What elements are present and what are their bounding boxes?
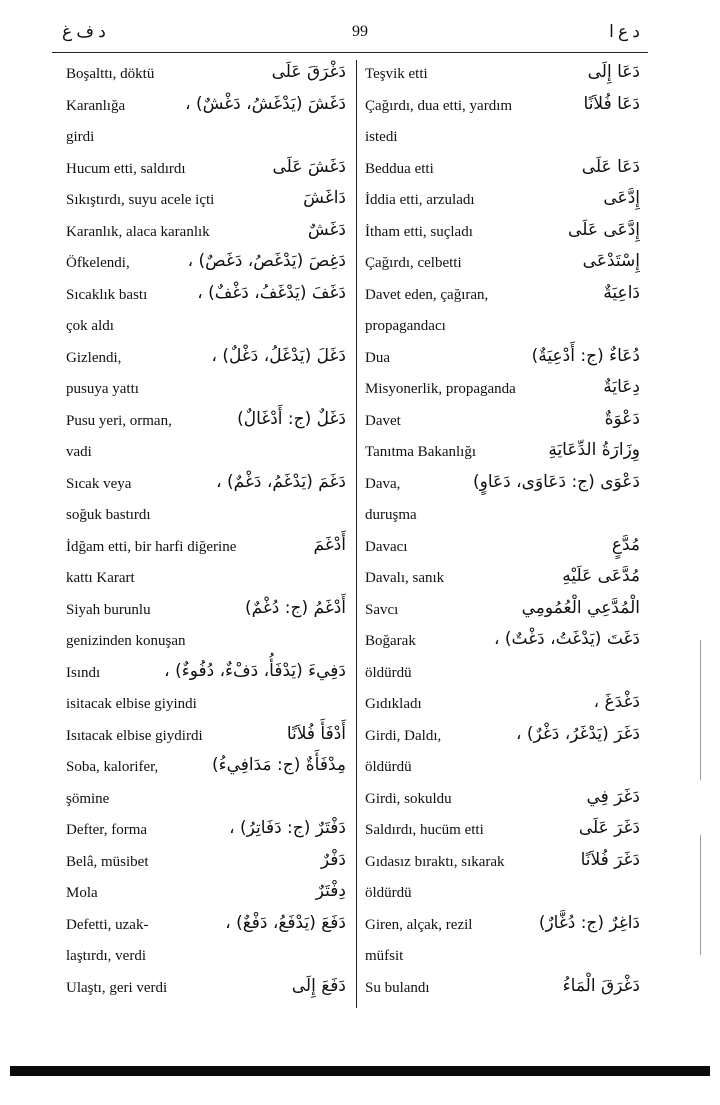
turkish-meaning: Belâ, müsibet [66,853,149,870]
turkish-meaning: Gıdasız bıraktı, sıkarak [365,853,505,870]
turkish-meaning: Hucum etti, saldırdı [66,160,186,177]
dictionary-entry [66,279,346,311]
dictionary-entry [66,594,346,626]
turkish-meaning: Sıcaklık bastı [66,286,148,303]
turkish-meaning: Beddua etti [365,160,434,177]
turkish-meaning: Tanıtma Bakanlığı [365,444,477,460]
turkish-meaning: İddia etti, arzuladı [365,192,475,208]
arabic-headword: مُدَّعَى عَلَيْهِ [562,566,640,586]
dictionary-entry [365,153,640,185]
arabic-headword: دَغَتَ (يَدْغَتُ، دَغْتٌ) ، [494,629,640,649]
dictionary-entry [66,468,346,500]
arabic-headword: دَفَعَ (يَدْفَعُ، دَفْعٌ) ، [225,912,346,933]
turkish-meaning: Siyah burunlu [66,601,151,618]
turkish-meaning: Teşvik etti [365,66,428,82]
dictionary-entry [66,499,346,531]
arabic-headword: دَغَرَ (يَدْغَرُ، دَغْرٌ) ، [515,723,640,744]
dictionary-entry [365,184,640,216]
dictionary-entry [66,562,346,594]
turkish-meaning: Davet eden, çağıran, [365,286,489,303]
turkish-meaning: öldürdü [365,759,412,775]
dictionary-entry [365,216,640,248]
turkish-meaning: propagandacı [365,318,446,334]
arabic-headword: دَعْوَةٌ [604,408,640,429]
arabic-headword: مِدْفَأَةٌ (ج: مَدَافِيءُ) [211,755,346,775]
turkish-meaning: Defter, forma [66,822,148,838]
arabic-headword: الْمُدَّعِي الْعُمُومِي [521,597,640,618]
arabic-headword: دَغْرَقَ عَلَى [271,62,346,82]
arabic-headword: دَغَلٌ (ج: أَدْغَالٌ) [237,408,346,429]
arabic-headword: دَغَشَ عَلَى [272,156,346,177]
dictionary-entry [365,814,640,846]
turkish-meaning: Dua [365,349,390,366]
turkish-meaning: girdi [66,129,95,145]
arabic-headword: دَغَرَ عَلَى [578,818,640,838]
dictionary-entry [365,310,640,342]
dictionary-entry [66,783,346,815]
arabic-headword: دَفَعَ إِلَى [291,975,346,996]
arabic-headword: دَغْرَقَ الْمَاءُ [562,975,640,996]
dictionary-entry [365,405,640,437]
arabic-headword: دَعَا عَلَى [581,156,640,177]
turkish-meaning: Defetti, uzak- [66,916,149,933]
dictionary-entry [365,279,640,311]
arabic-headword: دَغَفَ (يَدْغَفُ، دَغْفٌ) ، [197,282,346,303]
arabic-headword: دَعَا فُلاَنًا [583,93,640,114]
dictionary-entry [66,310,346,342]
dictionary-entry [66,531,346,563]
arabic-headword: أَدْغَمَ [313,534,346,555]
arabic-headword: وِزَارَةُ الدِّعَايَةِ [548,440,640,460]
turkish-meaning: İdğam etti, bir harfi diğerine [66,538,237,555]
dictionary-entry [365,468,640,500]
column-divider [356,60,357,1008]
arabic-headword: دَغَشَ (يَدْغَشُ، دَغْشٌ) ، [185,93,346,114]
dictionary-entry [365,373,640,405]
turkish-meaning: Ulaştı, geri verdi [66,979,168,996]
dictionary-entry [365,940,640,972]
turkish-meaning: laştırdı, verdi [66,948,146,964]
bottom-bar [10,1066,710,1076]
dictionary-entry [66,247,346,279]
arabic-headword: دَفِيءَ (يَدْفَأُ، دَفْءٌ، دُفُوءٌ) ، [164,660,346,681]
dictionary-entry [365,594,640,626]
dictionary-entry [365,625,640,657]
turkish-meaning: Isındı [66,664,101,681]
dictionary-entry [66,405,346,437]
dictionary-entry [66,940,346,972]
turkish-meaning: isitacak elbise giyindi [66,696,197,712]
turkish-meaning: kattı Karart [66,570,135,586]
arabic-headword: أَدْغَمُ (ج: دُغْمٌ) [244,597,346,618]
turkish-meaning: pusuya yattı [66,381,139,397]
turkish-meaning: Pusu yeri, orman, [66,412,172,429]
turkish-meaning: duruşma [365,507,417,523]
dictionary-entry [365,688,640,720]
arabic-headword: دَاعِيَةٌ [603,282,640,303]
turkish-meaning: genizinden konuşan [66,633,186,649]
arabic-headword: دَاغَشَ [303,188,346,208]
dictionary-entry [66,657,346,689]
turkish-meaning: Sıkıştırdı, suyu acele içti [66,192,215,208]
arabic-headword: دِفْتَرٌ [315,881,346,901]
dictionary-entry [365,436,640,468]
turkish-meaning: Öfkelendi, [66,255,130,271]
dictionary-entry [66,342,346,374]
turkish-meaning: Çağırdı, dua etti, yardım [365,97,513,114]
arabic-headword: دَغَرَ فُلاَنًا [580,849,640,870]
arabic-headword: دَغِصَ (يَدْغَصُ، دَغَصٌ) ، [187,251,346,271]
dictionary-entry [365,342,640,374]
turkish-meaning: Sıcak veya [66,475,132,492]
arabic-headword: إِدَّعَى [603,188,640,208]
dictionary-entry [66,121,346,153]
turkish-meaning: soğuk bastırdı [66,507,151,523]
dictionary-entry [365,121,640,153]
turkish-meaning: Su bulandı [365,979,430,996]
header-rule [52,52,648,53]
dictionary-entry [66,58,346,90]
dictionary-entry [66,751,346,783]
turkish-meaning: Boşalttı, döktü [66,66,155,82]
turkish-meaning: Davacı [365,538,408,555]
turkish-meaning: Gizlendi, [66,349,122,366]
turkish-meaning: Gıdıkladı [365,696,422,712]
dictionary-entry [66,972,346,1004]
dictionary-entry [66,877,346,909]
arabic-headword: أَدْفَأَ فُلاَنًا [286,723,346,744]
turkish-meaning: Isıtacak elbise giydirdi [66,727,203,744]
turkish-meaning: öldürdü [365,885,412,901]
dictionary-entry [66,90,346,122]
dictionary-entry [365,909,640,941]
arabic-headword: دُعَاءٌ (ج: أَدْعِيَةٌ) [531,345,640,366]
dictionary-entry [365,846,640,878]
dictionary-entry [365,531,640,563]
dictionary-entry [66,184,346,216]
turkish-meaning: Savcı [365,601,399,618]
dictionary-entry [365,562,640,594]
turkish-meaning: Karanlık, alaca karanlık [66,223,210,240]
arabic-headword: دَعْوَى (ج: دَعَاوَى، دَعَاوٍ) [473,471,640,492]
arabic-headword: دَاغِرٌ (ج: دُغَّارٌ) [538,912,640,933]
dictionary-entry [365,720,640,752]
dictionary-entry [66,720,346,752]
dictionary-entry [365,972,640,1004]
turkish-meaning: Girdi, Daldı, [365,727,442,744]
dictionary-entry [365,499,640,531]
turkish-meaning: Mola [66,885,98,901]
page-number: 99 [352,23,368,40]
turkish-meaning: öldürdü [365,664,412,681]
margin-mark [700,835,701,955]
arabic-headword: دَغَشٌ [307,219,346,240]
turkish-meaning: Çağırdı, celbetti [365,255,462,271]
dictionary-entry [66,625,346,657]
right-column [365,58,640,1003]
dictionary-entry [66,373,346,405]
turkish-meaning: Misyonerlik, propaganda [365,381,516,397]
turkish-meaning: şömine [66,790,110,807]
arabic-headword: دَغَمَ (يَدْغَمُ، دَغْمٌ) ، [216,471,346,492]
arabic-headword: مُدَّعٍ [611,534,640,555]
turkish-meaning: müfsit [365,948,404,964]
turkish-meaning: İtham etti, suçladı [365,223,473,240]
arabic-headword: دَفْرٌ [320,849,346,870]
turkish-meaning: istedi [365,129,398,145]
arabic-headword: دَغَلَ (يَدْغَلُ، دَغْلٌ) ، [211,345,346,366]
dictionary-entry [365,58,640,90]
turkish-meaning: Dava, [365,475,401,492]
dictionary-entry [365,877,640,909]
arabic-headword: دَغَرَ فِي [586,786,640,807]
dictionary-entry [365,783,640,815]
turkish-meaning: Giren, alçak, rezil [365,916,473,933]
dictionary-entry [66,814,346,846]
header-right-letters: د ع ا [609,22,640,41]
dictionary-entry [66,846,346,878]
dictionary-entry [66,216,346,248]
arabic-headword: دَعَا إِلَى [587,62,640,82]
turkish-meaning: Girdi, sokuldu [365,790,452,807]
left-column [66,58,346,1003]
margin-mark [700,640,701,780]
turkish-meaning: Soba, kalorifer, [66,759,159,775]
dictionary-entry [66,436,346,468]
dictionary-entry [365,751,640,783]
turkish-meaning: Boğarak [365,633,416,649]
turkish-meaning: vadi [66,444,92,460]
arabic-headword: دَفْتَرٌ (ج: دَفَاتِرُ) ، [229,818,346,838]
dictionary-entry [66,688,346,720]
dictionary-entry [365,90,640,122]
turkish-meaning: çok aldı [66,318,114,334]
arabic-headword: إِدَّعَى عَلَى [568,219,640,240]
dictionary-entry [365,247,640,279]
turkish-meaning: Karanlığa [66,97,126,114]
arabic-headword: إِسْتَدْعَى [582,251,640,271]
dictionary-entry [66,153,346,185]
turkish-meaning: Davalı, sanık [365,570,445,586]
arabic-headword: دِعَايَةٌ [603,377,640,397]
dictionary-entry [66,909,346,941]
dictionary-entry [365,657,640,689]
turkish-meaning: Davet [365,412,401,429]
header-left-letters: د ف غ [62,22,106,41]
arabic-headword: دَغْدَغَ ، [593,692,640,712]
turkish-meaning: Saldırdı, hucüm etti [365,822,484,838]
